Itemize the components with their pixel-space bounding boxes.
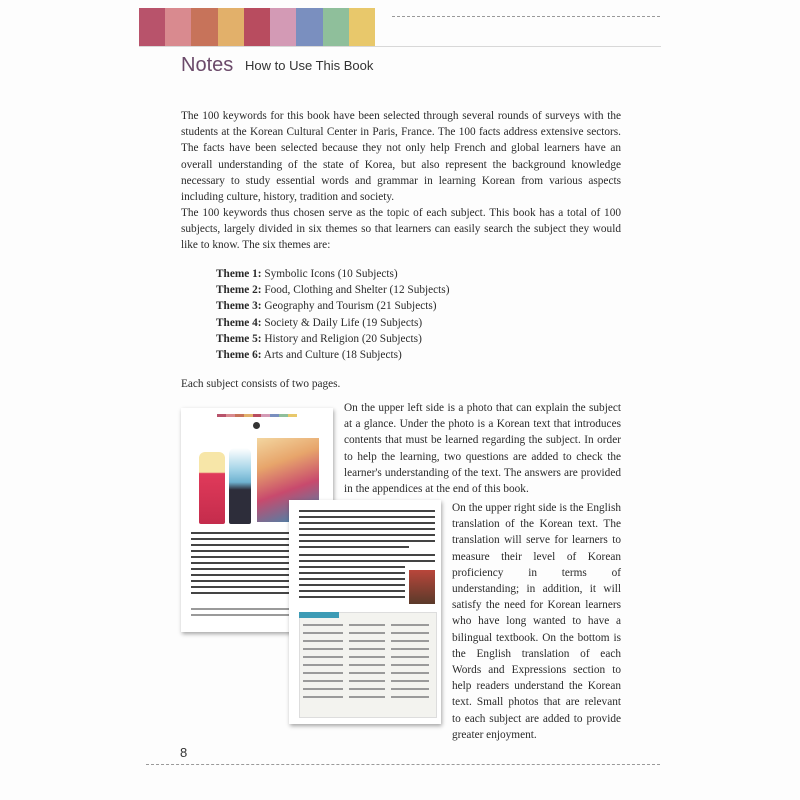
sample-right-page-thumbnail	[289, 500, 441, 724]
palette-swatch	[235, 414, 244, 417]
section-label: Notes	[181, 54, 234, 76]
thumbnail-subject-icon	[253, 422, 260, 429]
small-relevant-photo	[409, 570, 435, 604]
palette-swatch	[288, 414, 297, 417]
hanbok-man-figure	[229, 448, 251, 524]
fabric-stripe	[270, 8, 296, 46]
thumbnail-palette-strip	[217, 414, 297, 417]
fabric-stripe	[323, 8, 349, 46]
left-page-description: On the upper left side is a photo that can explain the subject at a glance. Under the photo is a Korean text that introduces contents that must be learned regarding the subject. In order to help the learning, two questions are added to check the learner's understanding of the text. The answers are provided in the appendices at the end of this book.	[344, 402, 621, 496]
intro-paragraph: The 100 keywords for this book have been selected through several rounds of surveys with the students at the Korean Cultural Center in Paris, France. The 100 facts address extensive sectors. The facts have been selected because they not only help French and global learners have an overall understanding of the state of Korea, but also represent the background knowledge necessary to study essential words and grammar in learning Korean from various aspects including culture, history, tradition and society.	[181, 110, 621, 204]
palette-swatch	[217, 414, 226, 417]
fabric-pattern-banner	[139, 8, 375, 46]
fabric-stripe	[296, 8, 322, 46]
palette-swatch	[253, 414, 262, 417]
theme-item: Theme 4: Society & Daily Life (19 Subjects)	[216, 316, 423, 329]
header-rule	[139, 46, 661, 47]
each-subject-note: Each subject consists of two pages.	[181, 378, 341, 390]
section-subtitle: How to Use This Book	[245, 58, 374, 73]
palette-swatch	[244, 414, 253, 417]
header-dashed-line	[392, 16, 660, 17]
fabric-stripe	[165, 8, 191, 46]
theme-list	[216, 266, 449, 363]
theme-item: Theme 3: Geography and Tourism (21 Subjects)	[216, 300, 437, 313]
palette-swatch	[279, 414, 288, 417]
theme-item: Theme 2: Food, Clothing and Shelter (12 Subjects)	[216, 284, 450, 297]
theme-item: Theme 6: Arts and Culture (18 Subjects)	[216, 349, 402, 362]
right-page-description: On the upper right side is the English translation of the Korean text. The translation will serve for learners to measure their level of Korean proficiency in terms of understanding; in addition, it will satisfy the need for Korean learners who have long wanted to have a bilingual textbook. On the bottom is the English translation of each Words and Expressions section to help readers understand the Korean text. Small photos that are relevant to each subject are added to provide greater enjoyment.	[452, 502, 621, 741]
hanbok-woman-figure	[199, 452, 225, 524]
palette-swatch	[270, 414, 279, 417]
themes-intro-paragraph: The 100 keywords thus chosen serve as the topic of each subject. This book has a total of 100 subjects, largely divided in six themes so that learners can easily search the subject they would like to know. The six themes are:	[181, 207, 621, 252]
page-number: 8	[180, 745, 188, 760]
fabric-stripe	[244, 8, 270, 46]
palette-swatch	[261, 414, 270, 417]
fabric-stripe	[191, 8, 217, 46]
theme-item: Theme 1: Symbolic Icons (10 Subjects)	[216, 268, 398, 280]
palette-swatch	[226, 414, 235, 417]
theme-item: Theme 5: History and Religion (20 Subjects)	[216, 332, 422, 345]
footer-dashed-line	[146, 764, 660, 765]
fabric-stripe	[139, 8, 165, 46]
fabric-stripe	[349, 8, 375, 46]
fabric-stripe	[218, 8, 244, 46]
words-expressions-header	[299, 612, 339, 618]
